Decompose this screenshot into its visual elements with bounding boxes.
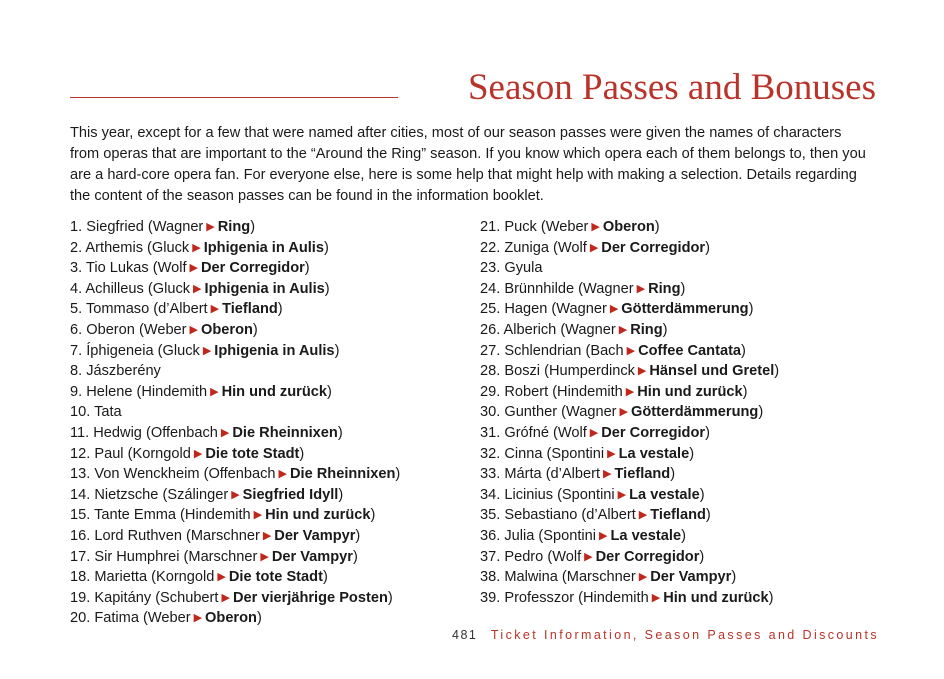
closing-parenthesis: ) [352,548,358,565]
closing-parenthesis: ) [256,610,262,627]
closing-parenthesis: ) [324,280,330,297]
opera-title: Ring [648,280,681,297]
opera-title: Die Rheinnixen [232,424,338,441]
pass-name: 37. Pedro (Wolf [480,548,582,565]
opera-title: Iphigenia in Aulis [214,342,335,359]
season-pass-item [70,299,400,320]
opera-title: Der Vampyr [271,548,353,565]
opera-title: Götterdämmerung [621,301,749,318]
pass-name: 29. Robert (Hindemith [480,383,623,400]
closing-parenthesis: ) [370,507,376,524]
triangle-right-icon: ▶ [220,426,230,439]
season-pass-item [70,382,400,403]
season-pass-item [70,402,400,423]
opera-title: Oberon [205,610,257,627]
season-pass-item [480,547,779,568]
closing-parenthesis: ) [742,383,748,400]
closing-parenthesis: ) [705,424,710,441]
triangle-right-icon: ▶ [618,323,628,336]
season-pass-item [70,423,400,444]
closing-parenthesis: ) [323,239,329,256]
opera-title: Der Corregidor [601,239,706,256]
season-pass-item [480,485,779,506]
opera-title: Die tote Stadt [205,445,300,462]
closing-parenthesis: ) [699,486,705,503]
season-pass-item [70,320,400,341]
page-number: 481 [452,628,478,642]
pass-name: 15. Tante Emma (Hindemith [70,507,251,524]
pass-name: 27. Schlendrian (Bach [480,342,624,359]
season-pass-item [70,547,400,568]
opera-title: Der Corregidor [601,424,706,441]
season-pass-item [480,505,779,526]
triangle-right-icon: ▶ [221,591,230,604]
pass-name: 10. Tata [70,404,122,421]
pass-name: 17. Sir Humphrei (Marschner [70,548,258,565]
season-pass-item [70,444,400,465]
triangle-right-icon: ▶ [193,612,203,625]
season-pass-item [70,279,400,300]
season-pass-item [70,608,400,629]
opera-title: Hin und zurück [637,383,743,400]
running-footer-title: Ticket Information, Season Passes and Discounts [490,628,880,642]
season-pass-item [480,444,779,465]
opera-title: Oberon [201,321,253,338]
closing-parenthesis: ) [322,569,328,586]
triangle-right-icon: ▶ [260,550,269,563]
pass-name: 7. Íphigeneia (Gluck [70,342,200,359]
opera-title: Die tote Stadt [228,569,323,586]
opera-title: Der Corregidor [595,548,700,565]
triangle-right-icon: ▶ [210,385,219,398]
title-rule [70,97,398,98]
opera-title: Der vierjährige Posten [232,589,388,606]
closing-parenthesis: ) [334,342,340,359]
triangle-right-icon: ▶ [607,447,616,460]
closing-parenthesis: ) [699,548,705,565]
page-title: Season Passes and Bonuses [467,67,876,108]
triangle-right-icon: ▶ [192,241,201,254]
opera-title: Hänsel und Gretel [649,363,775,380]
season-pass-list-right [480,217,779,608]
pass-name: 9. Helene (Hindemith [70,383,208,400]
closing-parenthesis: ) [662,321,668,338]
pass-name: 6. Oberon (Weber [70,321,187,338]
season-pass-item [70,361,400,382]
opera-title: Iphigenia in Aulis [204,280,325,297]
triangle-right-icon: ▶ [636,282,646,295]
closing-parenthesis: ) [768,589,774,606]
season-pass-item [70,485,400,506]
triangle-right-icon: ▶ [231,488,240,501]
season-pass-item [480,402,779,423]
triangle-right-icon: ▶ [637,365,647,378]
closing-parenthesis: ) [299,445,305,462]
triangle-right-icon: ▶ [202,344,212,357]
closing-parenthesis: ) [387,589,393,606]
closing-parenthesis: ) [277,301,283,318]
opera-title: Ring [630,321,663,338]
opera-title: Hin und zurück [663,589,769,606]
triangle-right-icon: ▶ [189,323,199,336]
season-pass-list-left [70,217,400,629]
triangle-right-icon: ▶ [626,344,636,357]
triangle-right-icon: ▶ [217,571,226,584]
triangle-right-icon: ▶ [193,282,202,295]
season-pass-item [480,341,779,362]
opera-title: Der Vampyr [274,527,356,544]
pass-name: 2. Arthemis (Gluck [70,239,190,256]
closing-parenthesis: ) [654,219,660,235]
opera-title: Die Rheinnixen [290,466,396,483]
triangle-right-icon: ▶ [625,385,635,398]
pass-name: 21. Puck (Weber [480,219,589,235]
closing-parenthesis: ) [395,466,401,483]
pass-name: 24. Brünnhilde (Wagner [480,280,634,297]
pass-name: 5. Tommaso (d’Albert [70,301,208,318]
opera-title: Iphigenia in Aulis [203,239,324,256]
triangle-right-icon: ▶ [193,447,203,460]
pass-name: 31. Grófné (Wolf [480,424,587,441]
triangle-right-icon: ▶ [589,426,599,439]
closing-parenthesis: ) [758,404,764,421]
opera-title: La vestale [618,445,690,462]
triangle-right-icon: ▶ [638,509,648,522]
pass-name: 4. Achilleus (Gluck [70,280,191,297]
season-pass-item [480,361,779,382]
pass-name: 20. Fatima (Weber [70,610,191,627]
triangle-right-icon: ▶ [189,262,198,275]
season-pass-item [480,279,779,300]
opera-title: Der Corregidor [201,260,305,277]
pass-name: 34. Licinius (Spontini [480,486,615,503]
closing-parenthesis: ) [681,527,686,544]
closing-parenthesis: ) [705,239,710,256]
pass-name: 23. Gyula [480,260,543,277]
pass-name: 28. Boszi (Humperdinck [480,363,635,380]
opera-title: Siegfried Idyll [242,486,339,503]
triangle-right-icon: ▶ [638,571,648,584]
pass-name: 16. Lord Ruthven (Marschner [70,527,260,544]
opera-title: Hin und zurück [221,383,327,400]
triangle-right-icon: ▶ [584,550,593,563]
opera-title: Tiefland [222,301,278,318]
pass-name: 39. Professzor (Hindemith [480,589,649,606]
triangle-right-icon: ▶ [617,488,627,501]
triangle-right-icon: ▶ [253,509,263,522]
triangle-right-icon: ▶ [651,591,661,604]
season-pass-item [70,567,400,588]
season-pass-item [480,382,779,403]
triangle-right-icon: ▶ [210,303,220,316]
season-pass-item [70,526,400,547]
closing-parenthesis: ) [250,219,256,235]
season-pass-item [480,567,779,588]
season-pass-item [480,258,779,279]
closing-parenthesis: ) [705,507,711,524]
closing-parenthesis: ) [355,527,361,544]
closing-parenthesis: ) [774,363,780,380]
opera-title: La vestale [610,527,682,544]
season-pass-item [70,464,400,485]
opera-title: La vestale [629,486,700,503]
pass-name: 25. Hagen (Wagner [480,301,607,318]
pass-name: 13. Von Wenckheim (Offenbach [70,466,276,483]
opera-title: Ring [217,219,251,235]
season-pass-item [480,320,779,341]
season-pass-item [480,423,779,444]
triangle-right-icon: ▶ [609,303,619,316]
closing-parenthesis: ) [670,466,676,483]
pass-name: 14. Nietzsche (Szálinger [70,486,229,503]
pass-name: 35. Sebastiano (d’Albert [480,507,636,524]
closing-parenthesis: ) [731,569,737,586]
season-pass-item [480,217,779,238]
pass-name: 32. Cinna (Spontini [480,445,605,462]
triangle-right-icon: ▶ [262,529,272,542]
pass-name: 18. Marietta (Korngold [70,569,215,586]
season-pass-item [480,588,779,609]
pass-name: 11. Hedwig (Offenbach [70,424,218,441]
triangle-right-icon: ▶ [619,406,629,419]
closing-parenthesis: ) [337,424,343,441]
opera-title: Götterdämmerung [631,404,759,421]
closing-parenthesis: ) [741,342,746,359]
season-pass-item [70,341,400,362]
triangle-right-icon: ▶ [206,221,215,233]
intro-paragraph: This year, except for a few that were named after cities, most of our season passes were given the names of characters from operas that are important to the “Around the Ring” season. If you know which opera each of them belongs to, then you are a hard-core opera fan. For everyone else, here is some help that might help with making a selection. Details regarding the content of the season passes can be found in the information booklet. [70,125,866,204]
pass-name: 19. Kapitány (Schubert [70,589,219,606]
season-pass-item [480,299,779,320]
closing-parenthesis: ) [748,301,754,318]
closing-parenthesis: ) [326,383,332,400]
pass-name: 8. Jászberény [70,363,161,380]
pass-name: 36. Julia (Spontini [480,527,597,544]
page-footer [452,628,879,642]
pass-name: 30. Gunther (Wagner [480,404,617,421]
triangle-right-icon: ▶ [603,468,612,481]
closing-parenthesis: ) [689,445,695,462]
pass-name: 1. Siegfried (Wagner [70,219,204,235]
closing-parenthesis: ) [338,486,344,503]
triangle-right-icon: ▶ [278,468,287,481]
season-pass-item [70,258,400,279]
pass-name: 26. Alberich (Wagner [480,321,616,338]
season-pass-item [70,505,400,526]
triangle-right-icon: ▶ [589,241,599,254]
closing-parenthesis: ) [252,321,258,338]
pass-name: 33. Márta (d’Albert [480,466,601,483]
opera-title: Tiefland [650,507,706,524]
season-pass-item [70,238,400,259]
opera-title: Tiefland [614,466,671,483]
pass-name: 22. Zuniga (Wolf [480,239,587,256]
season-pass-item [70,588,400,609]
opera-title: Der Vampyr [650,569,732,586]
triangle-right-icon: ▶ [591,221,600,233]
pass-name: 12. Paul (Korngold [70,445,191,462]
pass-name: 38. Malwina (Marschner [480,569,636,586]
season-pass-item [70,217,400,238]
opera-title: Coffee Cantata [638,342,742,359]
closing-parenthesis: ) [680,280,686,297]
pass-name: 3. Tio Lukas (Wolf [70,260,187,277]
opera-title: Oberon [602,219,655,235]
season-pass-item [480,526,779,547]
season-pass-item [480,238,779,259]
closing-parenthesis: ) [304,260,310,277]
opera-title: Hin und zurück [265,507,371,524]
season-pass-item [480,464,779,485]
triangle-right-icon: ▶ [599,529,608,542]
